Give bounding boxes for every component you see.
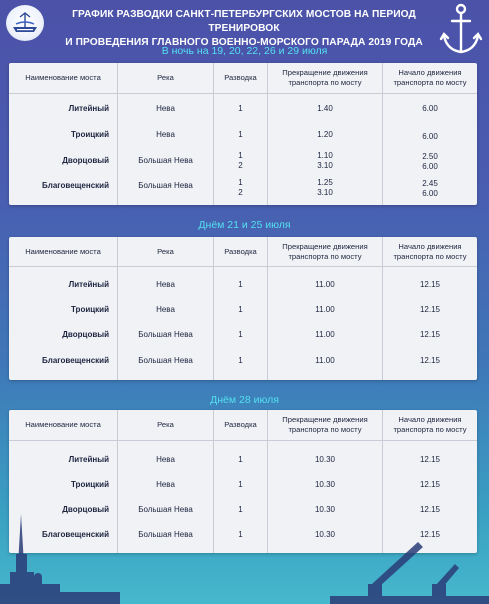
bridge-name: Троицкий [70,305,109,314]
bridge-name: Литейный [68,280,109,289]
table-body [9,441,477,553]
col-opening [213,94,267,205]
bridge-name: Дворцовый [62,330,109,339]
opening-value: 1 [238,104,243,113]
bridge-name: Литейный [68,104,109,113]
title-line-2: И ПРОВЕДЕНИЯ ГЛАВНОГО ВОЕННО-МОРСКОГО ПАРАДА 2019 ГОДА [65,37,423,48]
table-header [9,237,477,267]
start-time: 12.15 [419,305,441,314]
opening-value: 1 [238,330,243,339]
start-time: 12.15 [419,455,441,464]
col-start-header: Начало движения транспорта по мосту [382,237,477,266]
parade-logo-icon [6,5,44,41]
col-stop [267,441,382,553]
col-bridge-header: Наименование моста [25,246,101,256]
river-name: Нева [156,104,175,113]
page-title [54,8,434,50]
col-river [117,94,213,205]
col-opening-header: Разводка [213,237,267,266]
col-start [382,267,477,380]
col-river-header: Река [117,410,213,440]
opening-value: 1 2 [238,178,243,197]
stop-time: 11.00 [315,305,335,314]
stop-time: 11.00 [315,356,335,365]
table-body [9,267,477,380]
start-time: 12.15 [419,356,441,365]
col-stop [267,94,382,205]
col-stop-header: Прекращение движения транспорта по мосту [267,410,382,440]
col-bridge-header: Наименование моста [25,73,101,82]
start-time: 12.15 [419,480,441,489]
col-opening-header: Разводка [213,410,267,440]
opening-value: 1 [238,356,243,365]
opening-value: 1 [238,305,243,314]
col-start [382,441,477,553]
section-title-day-28: Днём 28 июля [210,394,279,406]
opening-value: 1 [238,505,243,514]
bridge-name: Благовещенский [42,530,109,539]
table-night [9,63,477,205]
river-name: Большая Нева [138,505,193,514]
col-opening [213,441,267,553]
col-river [117,267,213,380]
start-time: 12.15 [419,330,441,339]
opening-value: 1 [238,480,243,489]
title-line-1: ГРАФИК РАЗВОДКИ САНКТ-ПЕТЕРБУРГСКИХ МОСТОВ НА ПЕРИОД ТРЕНИРОВОК [72,9,416,34]
river-name: Нева [156,480,175,489]
table-body [9,94,477,205]
start-time: 12.15 [419,530,441,539]
col-start-header: Начало движения транспорта по мосту [382,63,477,93]
start-time: 12.15 [419,505,441,514]
table-day-28 [9,410,477,553]
stop-time: 10.30 [314,455,336,464]
col-opening-header: Разводка [213,63,267,93]
stop-time: 11.00 [315,330,335,339]
stop-time: 11.00 [315,280,335,289]
section-title-night: В ночь на 19, 20, 22, 26 и 29 июля [161,45,328,57]
stop-time: 1.40 [317,104,333,113]
river-name: Большая Нева [138,530,193,539]
stop-time: 10.30 [314,505,336,514]
table-header [9,63,477,94]
col-stop-header: Прекращение движения транспорта по мосту [267,63,382,93]
river-name: Нева [156,130,175,139]
start-time: 2.45 6.00 [422,179,438,198]
table-day-21-25 [9,237,477,380]
col-bridge [9,267,117,380]
col-river-header: Река [117,63,213,93]
start-time: 6.00 [422,132,438,141]
section-title-day-21-25: Днём 21 и 25 июля [198,219,291,231]
page-header [0,0,489,48]
col-bridge [9,94,117,205]
river-name: Нева [156,305,175,314]
river-name: Большая Нева [138,156,193,165]
bridge-name: Благовещенский [42,356,109,365]
start-time: 6.00 [422,104,438,113]
river-name: Нева [156,280,175,289]
river-name: Большая Нева [138,181,193,190]
opening-value: 1 [238,455,243,464]
stop-time: 10.30 [314,530,336,539]
river-name: Большая Нева [138,356,193,365]
opening-value: 1 2 [238,151,243,170]
col-start-header: Начало движения транспорта по мосту [382,410,477,440]
stop-time: 10.30 [314,480,336,489]
river-name: Нева [156,455,175,464]
stop-time: 1.10 3.10 [317,151,333,170]
col-stop [267,267,382,380]
opening-value: 1 [238,280,243,289]
bridge-name: Благовещенский [42,181,109,190]
opening-value: 1 [238,130,243,139]
col-river-header: Река [117,237,213,266]
col-start [382,94,477,205]
col-opening [213,267,267,380]
start-time: 12.15 [419,280,441,289]
bridge-name: Троицкий [70,130,109,139]
opening-value: 1 [238,530,243,539]
bridge-name: Литейный [68,455,109,464]
table-header [9,410,477,441]
bridge-name: Дворцовый [62,156,109,165]
bridge-name: Троицкий [70,480,109,489]
stop-time: 1.25 3.10 [317,178,333,197]
col-river [117,441,213,553]
start-time: 2.50 6.00 [422,152,438,171]
col-stop-header: Прекращение движения транспорта по мосту [267,237,382,266]
river-name: Большая Нева [138,330,193,339]
bridge-name: Дворцовый [62,505,109,514]
col-bridge [9,441,117,553]
stop-time: 1.20 [317,130,333,139]
col-bridge-header: Наименование моста [25,420,101,429]
